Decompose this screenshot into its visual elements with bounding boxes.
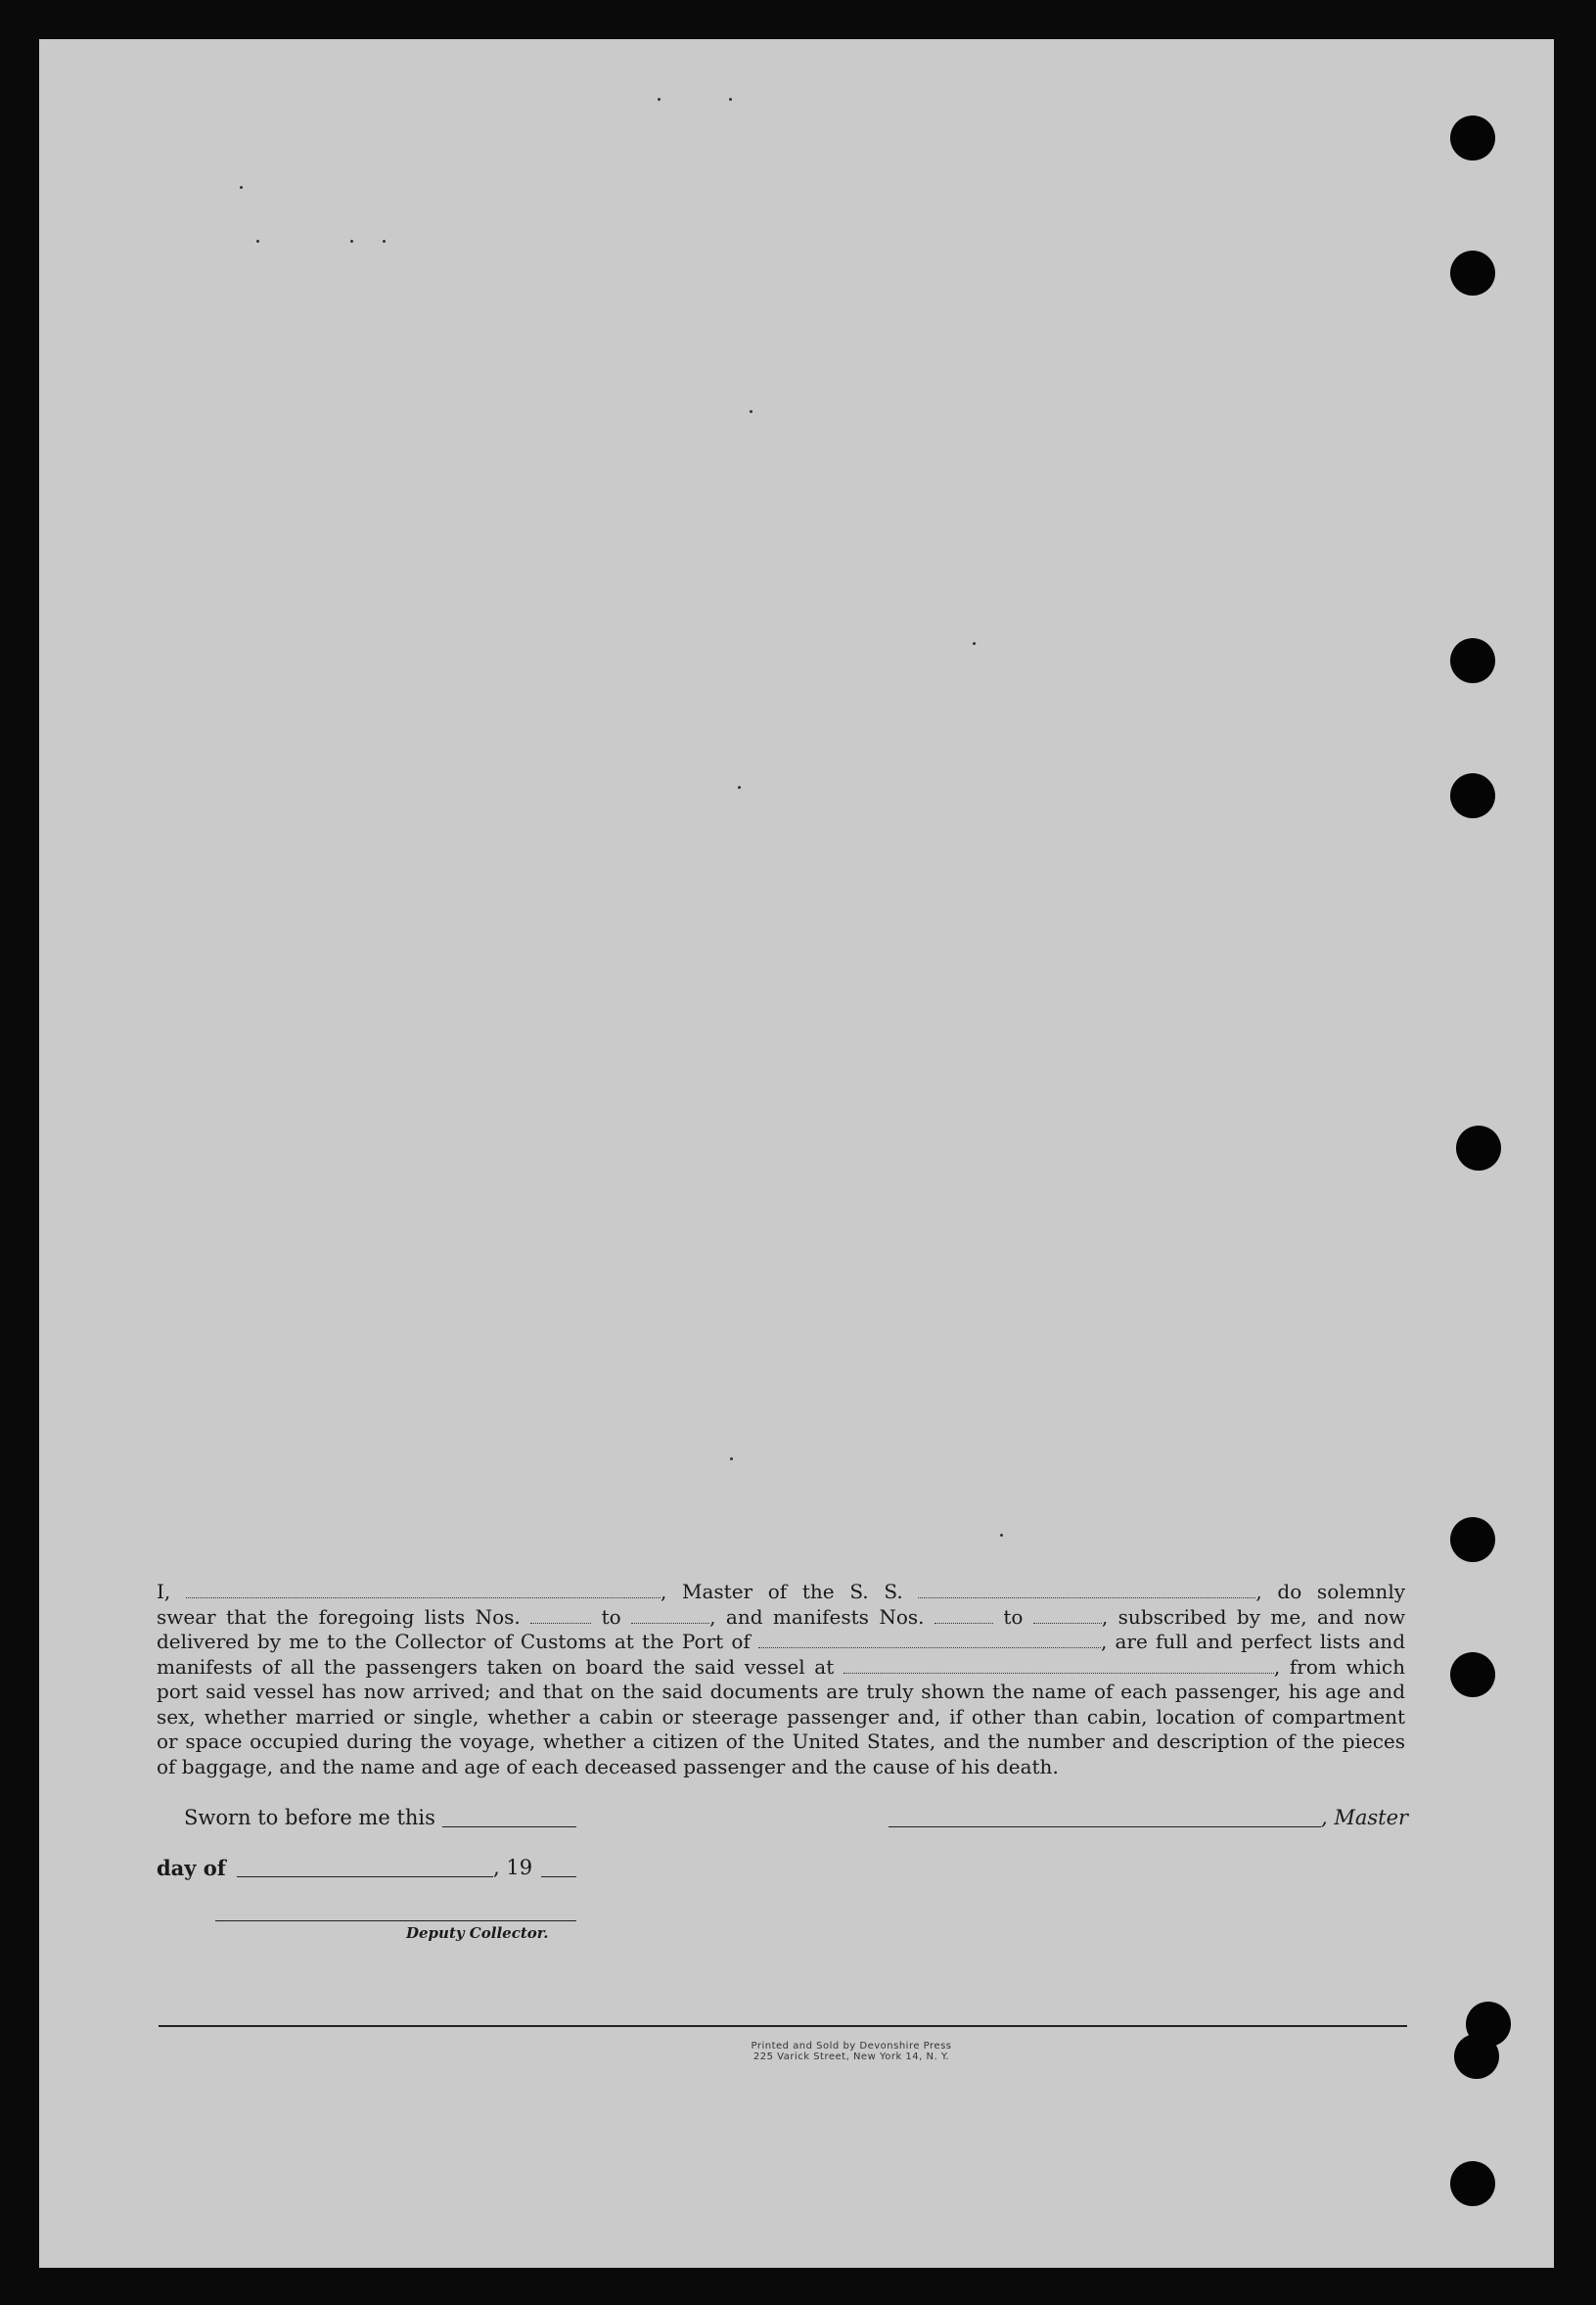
oath-line-8: of baggage, and the name and age of each deceased passenger and the cause of his death.: [157, 1754, 1059, 1778]
document-page: [39, 39, 1554, 2268]
list-to-field[interactable]: [631, 1609, 709, 1624]
speck: [1000, 1534, 1003, 1537]
oath-line-7: or space occupied during the voyage, whether a citizen of the United States, and the number and description of the pieces: [157, 1729, 1405, 1753]
sworn-row: [184, 1806, 435, 1829]
oath-text: to: [601, 1604, 621, 1629]
speck: [240, 186, 243, 189]
speck: [738, 786, 741, 789]
binder-hole: [1450, 115, 1495, 161]
printer-line: 225 Varick Street, New York 14, N. Y.: [752, 2051, 950, 2062]
day-of-line[interactable]: [237, 1876, 493, 1877]
oath-text: , Master of the S. S.: [660, 1580, 903, 1603]
sworn-date-line[interactable]: [442, 1826, 576, 1827]
oath-text: delivered by me to the Collector of Customs at the Port of: [157, 1630, 751, 1653]
oath-text: , from which: [1273, 1654, 1405, 1679]
sworn-label: Sworn to before me this: [184, 1806, 435, 1829]
speck: [730, 1457, 733, 1460]
deputy-label: [406, 1924, 549, 1942]
oath-text: to: [1003, 1604, 1024, 1629]
oath-line-5: port said vessel has now arrived; and that on the said documents are truly shown the name of each passenger, his age and: [157, 1680, 1405, 1703]
oath-paragraph: [157, 1580, 1405, 1779]
year-label: [493, 1856, 532, 1879]
master-signature-line[interactable]: [889, 1826, 1321, 1827]
oath-text: , and manifests Nos.: [709, 1604, 925, 1629]
binder-hole: [1450, 1652, 1495, 1697]
port-field[interactable]: [758, 1634, 1101, 1648]
deputy-text: Deputy Collector.: [406, 1924, 549, 1942]
oath-line-6: sex, whether married or single, whether a cabin or steerage passenger and, if other than cabin, location of compartment: [157, 1704, 1405, 1729]
binder-hole: [1450, 1517, 1495, 1562]
master-label: [1321, 1806, 1408, 1829]
speck: [383, 240, 386, 243]
master-name-field[interactable]: [186, 1584, 661, 1598]
manifest-from-field[interactable]: [935, 1609, 993, 1624]
year-line[interactable]: [541, 1876, 576, 1877]
speck: [658, 98, 661, 101]
speck: [350, 240, 353, 243]
list-from-field[interactable]: [530, 1609, 591, 1624]
boarding-port-field[interactable]: [844, 1659, 1274, 1674]
oath-text: , are full and perfect lists and: [1100, 1630, 1405, 1653]
oath-line-4: [157, 1655, 1405, 1681]
printer-imprint: [665, 2041, 1037, 2062]
day-of-text: day of: [157, 1856, 226, 1880]
binder-hole: [1450, 2161, 1495, 2206]
binder-hole: [1450, 251, 1495, 296]
binder-hole: [1450, 773, 1495, 818]
day-of-label: [157, 1856, 226, 1880]
oath-line-2: [157, 1605, 1405, 1631]
speck: [750, 410, 752, 413]
oath-line-3: [157, 1630, 1405, 1655]
oath-text: , subscribed by me, and now: [1101, 1604, 1406, 1629]
binder-hole: [1450, 638, 1495, 683]
binder-hole: [1454, 2034, 1499, 2079]
speck: [973, 642, 976, 645]
oath-text: manifests of all the passengers taken on board the said vessel at: [157, 1654, 835, 1679]
speck: [729, 98, 732, 101]
manifest-to-field[interactable]: [1033, 1609, 1102, 1624]
oath-line-1: [157, 1580, 1405, 1605]
master-text: , Master: [1321, 1806, 1409, 1829]
vessel-name-field[interactable]: [918, 1584, 1255, 1598]
printer-line: Printed and Sold by Devonshire Press: [751, 2041, 952, 2051]
oath-text: I,: [157, 1580, 171, 1603]
year-text: , 19: [493, 1856, 533, 1879]
footer-rule: [159, 2025, 1407, 2027]
speck: [256, 240, 259, 243]
oath-text: swear that the foregoing lists Nos.: [157, 1604, 521, 1629]
deputy-signature-line[interactable]: [215, 1920, 576, 1921]
oath-text: , do solemnly: [1255, 1580, 1406, 1603]
binder-hole: [1456, 1126, 1501, 1171]
